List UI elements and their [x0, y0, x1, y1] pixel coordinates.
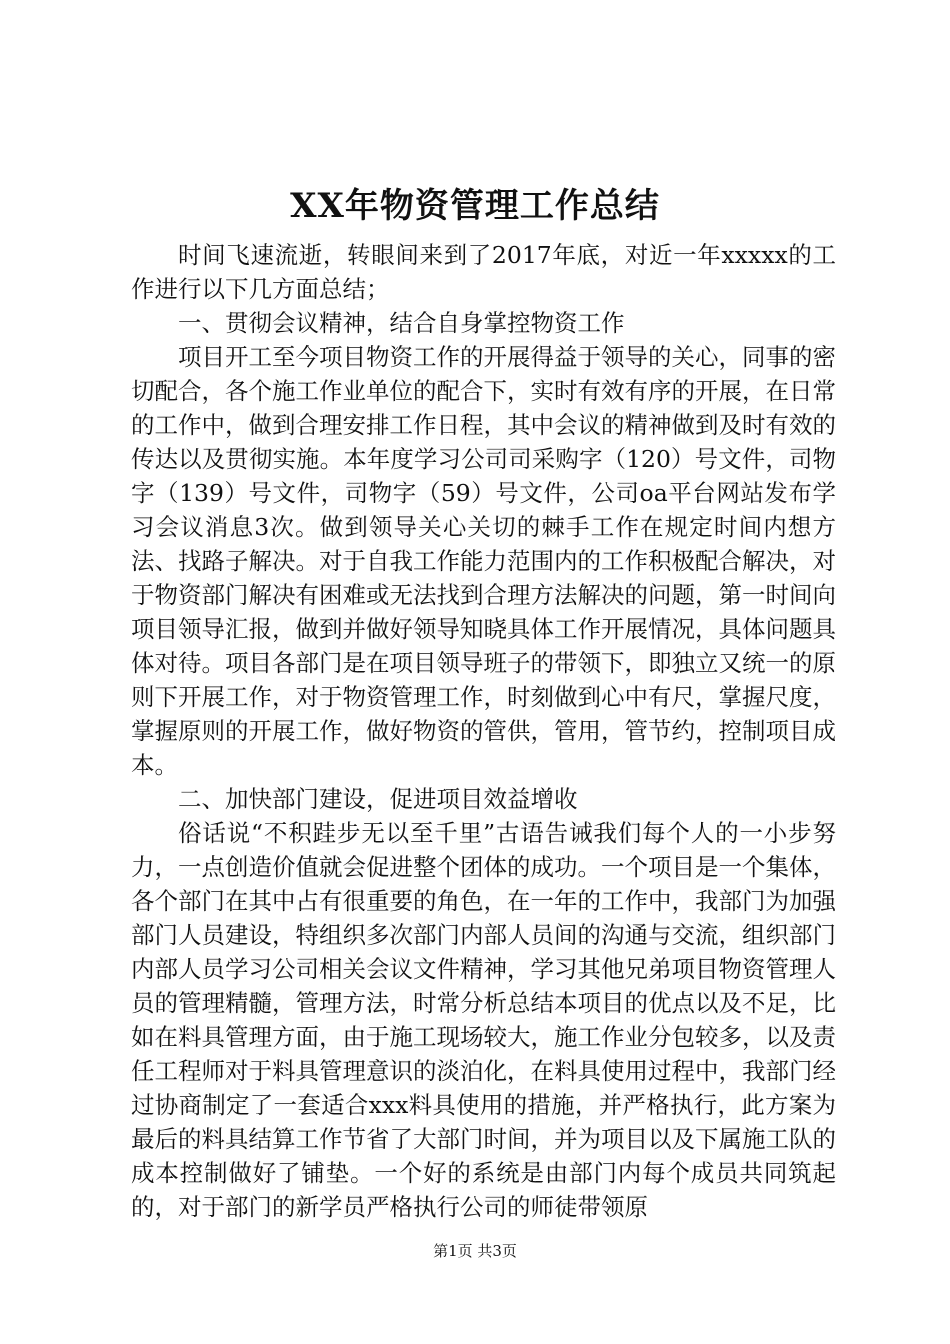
intro-paragraph: 时间飞速流逝，转眼间来到了2017年底，对近一年xxxxx的工作进行以下几方面总结；: [131, 241, 836, 303]
page-number: 第1页 共3页: [433, 1242, 517, 1260]
section-2-paragraph: 俗话说“不积跬步无以至千里”古语告诫我们每个人的一小步努力，一点创造价值就会促进整个团体的成功。一个项目是一个集体，各个部门在其中占有很重要的角色，在一年的工作中，我部门为加强部门人员建设，特组织多次部门内部人员间的沟通与交流，组织部门内部人员学习公司相关会议文件精神，学习其他兄弟项目物资管理人员的管理精髓，管理方法，时常分析总结本项目的优点以及不足，比如在料具管理方面，由于施工现场较大，施工作业分包较多，以及责任工程师对于料具管理意识的淡泊化，在料具使用过程中，我部门经过协商制定了一套适合xxx料具使用的措施，并严格执行，此方案为最后的料具结算工作节省了大部门时间，并为项目以及下属施工队的成本控制做好了铺垫。一个好的系统是由部门内每个成员共同筑起的，对于部门的新学员严格执行公司的师徒带领原: [131, 819, 836, 1221]
section-heading-1: 一、贯彻会议精神，结合自身掌控物资工作: [178, 309, 625, 337]
document-body: [131, 238, 836, 1224]
section-1-paragraph: 项目开工至今项目物资工作的开展得益于领导的关心，同事的密切配合，各个施工作业单位的配合下，实时有效有序的开展，在日常的工作中，做到合理安排工作日程，其中会议的精神做到及时有效的传达以及贯彻实施。本年度学习公司司采购字（120）号文件，司物字（139）号文件，司物字（59）号文件，公司oa平台网站发布学习会议消息3次。做到领导关心关切的棘手工作在规定时间内想方法、找路子解决。对于自我工作能力范围内的工作积极配合解决，对于物资部门解决有困难或无法找到合理方法解决的问题，第一时间向项目领导汇报，做到并做好领导知晓具体工作开展情况，具体问题具体对待。项目各部门是在项目领导班子的带领下，即独立又统一的原则下开展工作，对于物资管理工作，时刻做到心中有尺，掌握尺度，掌握原则的开展工作，做好物资的管供，管用，管节约，控制项目成本。: [131, 343, 836, 779]
document-title: XX年物资管理工作总结: [290, 186, 660, 226]
section-heading-2: 二、加快部门建设，促进项目效益增收: [178, 785, 578, 813]
